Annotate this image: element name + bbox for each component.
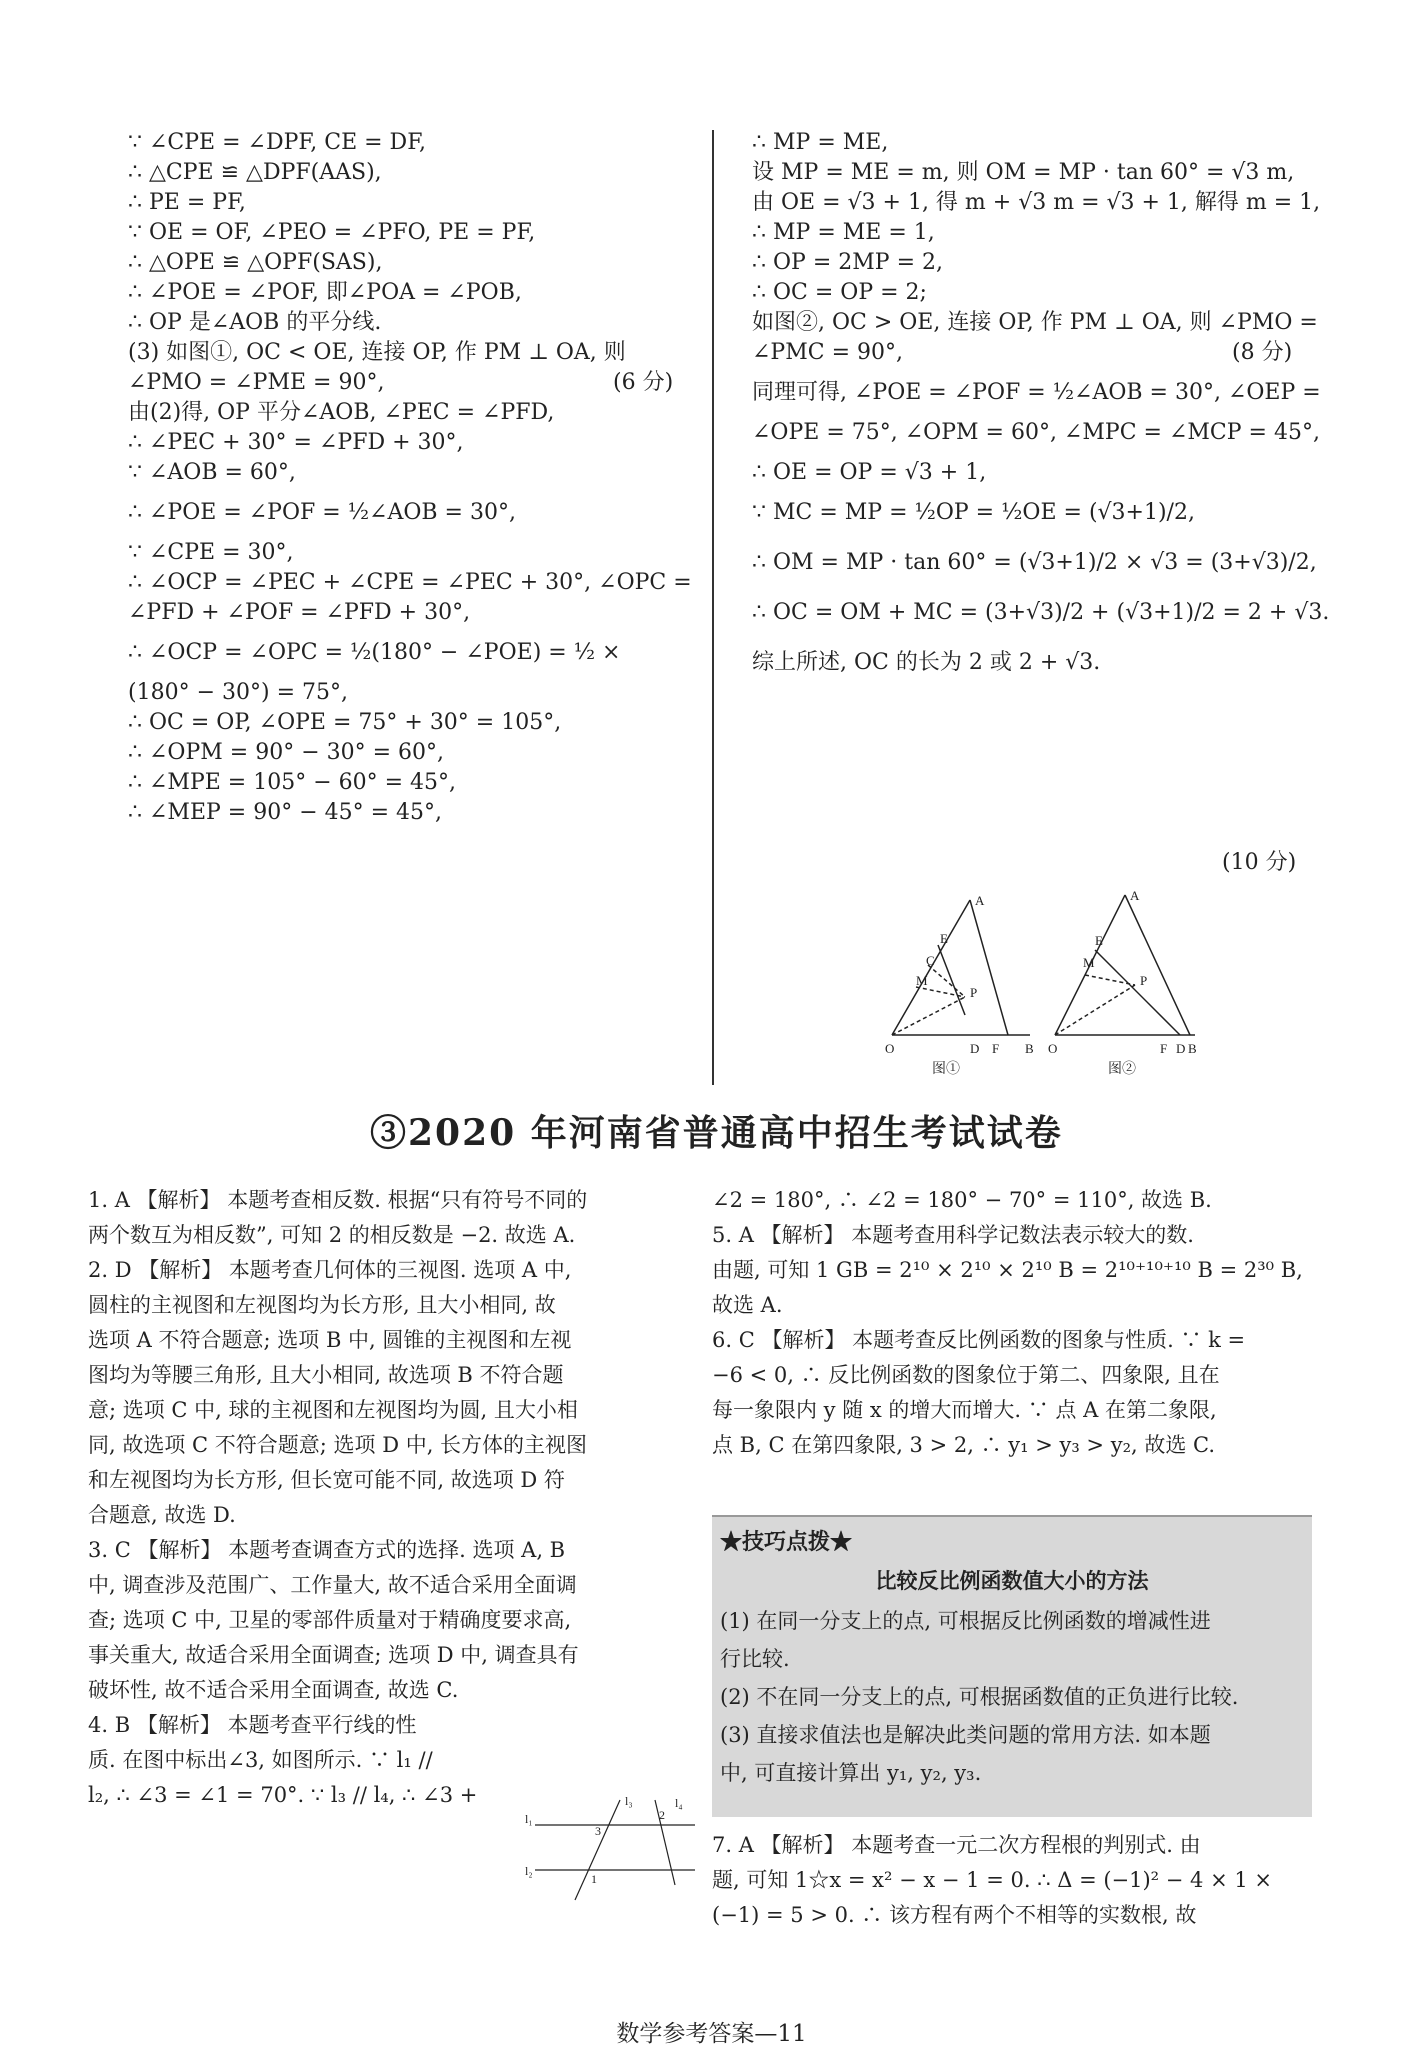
derivation-line: 综上所述, OC 的长为 2 或 2 + √3. (752, 650, 1101, 675)
derivation-line: ∴ △OPE ≌ △OPF(SAS), (128, 250, 383, 275)
answer-line: 5. A 【解析】 本题考查用科学记数法表示较大的数. (712, 1223, 1194, 1247)
derivation-line: ∵ ∠CPE = 30°, (128, 540, 294, 565)
derivation-line: ∴ MP = ME = 1, (752, 220, 935, 245)
answer-line: 两个数互为相反数”, 可知 2 的相反数是 −2. 故选 A. (88, 1223, 576, 1247)
answer-line: 图均为等腰三角形, 且大小相同, 故选项 B 不符合题 (88, 1363, 564, 1387)
tip-line: 行比较. (720, 1647, 790, 1671)
answer-line: 由题, 可知 1 GB = 2¹⁰ × 2¹⁰ × 2¹⁰ B = 2¹⁰⁺¹⁰⁺¹⁰ B = 2³⁰ B, (712, 1258, 1303, 1282)
tip-line: 中, 可直接计算出 y₁, y₂, y₃. (720, 1761, 982, 1785)
answer-line: (−1) = 5 > 0. ∴ 该方程有两个不相等的实数根, 故 (712, 1903, 1197, 1927)
label-p2: P (1140, 973, 1148, 988)
derivation-line: 同理可得, ∠POE = ∠POF = ½∠AOB = 30°, ∠OEP = (752, 380, 1321, 405)
label-d1: D (970, 1041, 980, 1056)
figure-2 (1055, 895, 1195, 1035)
answer-line: 2. D 【解析】 本题考查几何体的三视图. 选项 A 中, (88, 1258, 572, 1282)
parallel-lines-figure (525, 1795, 700, 1905)
answer-line: 圆柱的主视图和左视图均为长方形, 且大小相同, 故 (88, 1293, 556, 1317)
answer-line: 事关重大, 故适合采用全面调查; 选项 D 中, 调查具有 (88, 1643, 579, 1667)
section-title: ③2020 年河南省普通高中招生考试试卷 (370, 1112, 1063, 1154)
derivation-line: ∴ OE = OP = √3 + 1, (752, 460, 987, 485)
derivation-line: ∠PFD + ∠POF = ∠PFD + 30°, (128, 600, 471, 625)
label-f1: F (992, 1041, 1000, 1056)
label-m2: M (1083, 955, 1095, 970)
answer-line: 故选 A. (712, 1293, 783, 1317)
derivation-line: ∴ ∠POE = ∠POF, 即∠POA = ∠POB, (128, 280, 522, 305)
geometry-figures (880, 885, 1220, 1095)
label-l2: l₂ (525, 1864, 533, 1878)
answer-line: −6 < 0, ∴ 反比例函数的图象位于第二、四象限, 且在 (712, 1363, 1220, 1387)
derivation-line: ∴ PE = PF, (128, 190, 246, 215)
label-a1: A (975, 893, 985, 908)
label-o1: O (885, 1041, 895, 1056)
derivation-line: ∴ MP = ME, (752, 130, 889, 155)
answer-line: 合题意, 故选 D. (88, 1503, 236, 1527)
answer-line: 7. A 【解析】 本题考查一元二次方程根的判别式. 由 (712, 1833, 1201, 1857)
derivation-line: 由 OE = √3 + 1, 得 m + √3 m = √3 + 1, 解得 m = 1, (752, 190, 1321, 215)
derivation-line: 设 MP = ME = m, 则 OM = MP · tan 60° = √3 m, (752, 160, 1295, 185)
answer-line: l₂, ∴ ∠3 = ∠1 = 70°. ∵ l₃ // l₄, ∴ ∠3 + (88, 1783, 478, 1807)
derivation-line: ∠PMC = 90°, (752, 340, 904, 365)
label-p1: P (970, 985, 978, 1000)
derivation-line: ∴ OM = MP · tan 60° = (√3+1)/2 × √3 = (3+√3)/2, (752, 550, 1317, 575)
derivation-line: (3) 如图①, OC < OE, 连接 OP, 作 PM ⊥ OA, 则 (128, 340, 626, 365)
answer-line: 点 B, C 在第四象限, 3 > 2, ∴ y₁ > y₃ > y₂, 故选 C. (712, 1433, 1216, 1457)
tip-title: 比较反比例函数值大小的方法 (875, 1568, 1149, 1593)
derivation-line: ∴ ∠OCP = ∠OPC = ½(180° − ∠POE) = ½ × (128, 640, 621, 665)
answer-line: 和左视图均为长方形, 但长宽可能不同, 故选项 D 符 (88, 1468, 565, 1492)
derivation-line: ∴ ∠MPE = 105° − 60° = 45°, (128, 770, 457, 795)
derivation-line: ∵ ∠AOB = 60°, (128, 460, 296, 485)
label-b2: B (1188, 1041, 1197, 1056)
derivation-line: (180° − 30°) = 75°, (128, 680, 348, 705)
tip-head: ★技巧点拨★ (720, 1529, 853, 1555)
answer-line: 1. A 【解析】 本题考查相反数. 根据“只有符号不同的 (88, 1188, 588, 1212)
derivation-line: ∠PMO = ∠PME = 90°, (128, 370, 385, 395)
page-footer: 数学参考答案—11 (616, 2021, 807, 2047)
derivation-line: 如图②, OC > OE, 连接 OP, 作 PM ⊥ OA, 则 ∠PMO = (752, 310, 1318, 335)
derivation-line: ∠OPE = 75°, ∠OPM = 60°, ∠MPC = ∠MCP = 45°, (752, 420, 1320, 445)
derivation-line: ∴ △CPE ≌ △DPF(AAS), (128, 160, 382, 185)
derivation-line: ∵ OE = OF, ∠PEO = ∠PFO, PE = PF, (128, 220, 536, 245)
label-b1: B (1025, 1041, 1034, 1056)
label-l1: l₁ (525, 1812, 533, 1826)
answer-line: 质. 在图中标出∠3, 如图所示. ∵ l₁ // (88, 1748, 433, 1772)
label-angle-1: 1 (591, 1872, 597, 1886)
tip-line: (2) 不在同一分支上的点, 可根据函数值的正负进行比较. (720, 1685, 1239, 1709)
answer-line: 查; 选项 C 中, 卫星的零部件质量对于精确度要求高, (88, 1608, 572, 1632)
label-c1: C (926, 953, 935, 968)
right-score-10: (10 分) (1222, 850, 1297, 875)
answer-line: 同, 故选项 C 不符合题意; 选项 D 中, 长方体的主视图 (88, 1433, 588, 1457)
label-l4: l₄ (675, 1796, 683, 1810)
derivation-line: ∴ ∠OPM = 90° − 30° = 60°, (128, 740, 445, 765)
fig-label-2: 图② (1108, 1061, 1136, 1077)
derivation-line: ∵ MC = MP = ½OP = ½OE = (√3+1)/2, (752, 500, 1195, 525)
label-d2: D (1176, 1041, 1186, 1056)
answer-line: ∠2 = 180°, ∴ ∠2 = 180° − 70° = 110°, 故选 B. (712, 1188, 1212, 1212)
label-f2: F (1160, 1041, 1168, 1056)
derivation-line: ∴ OC = OP, ∠OPE = 75° + 30° = 105°, (128, 710, 562, 735)
column-divider (712, 130, 714, 1085)
answer-line: 每一象限内 y 随 x 的增大而增大. ∵ 点 A 在第二象限, (712, 1398, 1217, 1422)
derivation-line: ∵ ∠CPE = ∠DPF, CE = DF, (128, 130, 427, 155)
label-e2: E (1095, 933, 1103, 948)
tip-box (712, 1515, 1312, 1817)
answer-line: 破坏性, 故不适合采用全面调查, 故选 C. (88, 1678, 459, 1702)
answer-line: 3. C 【解析】 本题考查调查方式的选择. 选项 A, B (88, 1538, 566, 1562)
label-e1: E (940, 931, 948, 946)
answer-line: 6. C 【解析】 本题考查反比例函数的图象与性质. ∵ k = (712, 1328, 1246, 1352)
answer-line: 题, 可知 1☆x = x² − x − 1 = 0. ∴ Δ = (−1)² − 4 × 1 × (712, 1868, 1272, 1892)
right-score-8: (8 分) (1232, 340, 1293, 365)
label-o2: O (1048, 1041, 1058, 1056)
figure-1 (892, 900, 1030, 1035)
derivation-line: 由(2)得, OP 平分∠AOB, ∠PEC = ∠PFD, (128, 400, 555, 425)
derivation-line: ∴ ∠PEC + 30° = ∠PFD + 30°, (128, 430, 464, 455)
label-m1: M (916, 973, 928, 988)
label-l3: l₃ (625, 1795, 633, 1808)
tip-line: (3) 直接求值法也是解决此类问题的常用方法. 如本题 (720, 1723, 1211, 1747)
derivation-line: ∴ ∠OCP = ∠PEC + ∠CPE = ∠PEC + 30°, ∠OPC = (128, 570, 692, 595)
fig-label-1: 图① (932, 1061, 960, 1077)
label-a2: A (1130, 888, 1140, 903)
derivation-line: ∴ OC = OM + MC = (3+√3)/2 + (√3+1)/2 = 2 + √3. (752, 600, 1330, 625)
derivation-line: ∴ ∠MEP = 90° − 45° = 45°, (128, 800, 443, 825)
answer-line: 选项 A 不符合题意; 选项 B 中, 圆锥的主视图和左视 (88, 1328, 572, 1352)
answer-line: 4. B 【解析】 本题考查平行线的性 (88, 1713, 417, 1737)
derivation-line: ∴ OP = 2MP = 2, (752, 250, 943, 275)
answer-line: 中, 调查涉及范围广、工作量大, 故不适合采用全面调 (88, 1573, 577, 1597)
derivation-line: ∴ OP 是∠AOB 的平分线. (128, 310, 382, 335)
label-angle-2: 2 (659, 1808, 665, 1822)
derivation-line: ∴ ∠POE = ∠POF = ½∠AOB = 30°, (128, 500, 516, 525)
label-angle-3: 3 (595, 1824, 601, 1838)
derivation-line: ∴ OC = OP = 2; (752, 280, 927, 305)
answer-line: 意; 选项 C 中, 球的主视图和左视图均为圆, 且大小相 (88, 1398, 578, 1422)
tip-line: (1) 在同一分支上的点, 可根据反比例函数的增减性进 (720, 1609, 1211, 1633)
left-score: (6 分) (613, 370, 674, 395)
